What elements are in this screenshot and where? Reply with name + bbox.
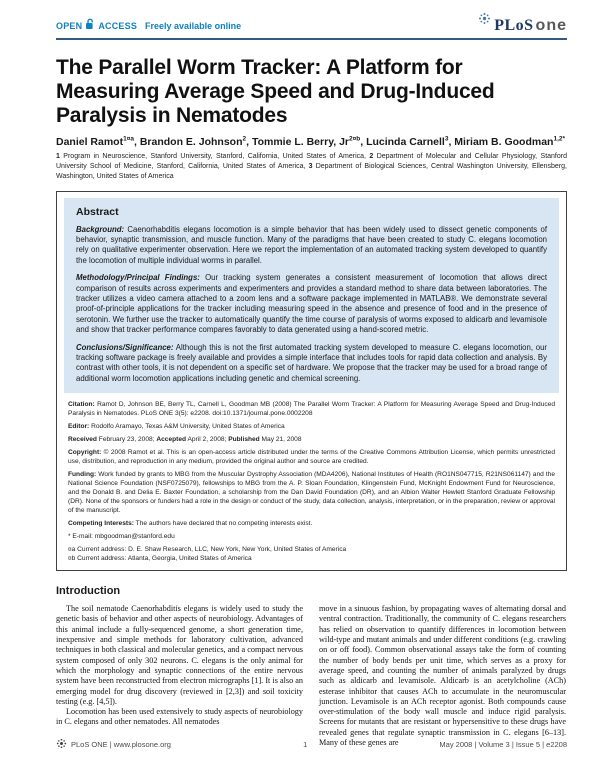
abstract-heading: Abstract — [76, 205, 119, 218]
footer-journal — [56, 738, 171, 751]
open-access-access-label: ACCESS — [98, 21, 138, 31]
affiliation-number: 1 — [56, 152, 60, 160]
page-footer — [56, 738, 567, 751]
page-header — [56, 16, 567, 40]
dates-row: Received February 23, 2008; Accepted April 2, 2008; Published May 21, 2008 — [68, 436, 302, 444]
introduction-heading: Introduction — [56, 585, 121, 598]
abstract-section-label: Background: — [76, 224, 125, 234]
citation-row: Citation: Ramot D, Johnson BE, Berry TL, Carnell L, Goodman MB (2008) The Parallel Worm Tracker: A Platform for Measuring Average Speed and Drug-Induced Paralysis in Nematodes. PLoS ONE 3(5): e2208. doi:10.1371/journal.pone.0002208 — [68, 401, 555, 418]
funding-row: Funding: Work funded by grants to MBG from the Muscular Dystrophy Association (MDA4206), National Institutes of Health (RO1NS047715, R21NS061147) and the National Science Foundation (NSF0725079), fellowships to MBG from the A. P. Sloan Foundation, Klingenstein Fund, McKnight Endowment Fund for Neuroscience, and the Donald B. and Delia E. Baxter Foundation, a scholarship from the Dan David Foundation (DR), and an Albion Walter Hewlett Stanford Graduate Fellowship (DR). None of the sponsors or funders had a role in the design or conduct of the study, data collection, analysis, interpretation, or in the preparation, review or approval of the manuscript. — [68, 471, 555, 515]
two-column-body — [56, 604, 567, 748]
open-access-badge — [56, 17, 241, 35]
affiliation-number: 3 — [308, 162, 313, 170]
author-affiliation-sup: 2¤b — [349, 135, 361, 142]
author-affiliation-sup: 2 — [242, 135, 247, 142]
footer-journal-text: PLoS ONE | www.plosone.org — [71, 740, 171, 749]
plos-logo-icon — [478, 12, 491, 30]
abstract-section-label: Conclusions/Significance: — [76, 342, 174, 352]
article-metadata — [64, 393, 559, 563]
author-list — [56, 135, 567, 148]
left-column — [56, 604, 303, 748]
plos-footer-icon — [56, 738, 67, 751]
author: Brandon E. Johnson$^2$, — [139, 135, 252, 148]
editor-row: Editor: Rodolfo Aramayo, Texas A&M University, United States of America — [68, 423, 285, 431]
plos-one-text: one — [535, 17, 567, 34]
page-number: 1 — [303, 740, 308, 749]
current-address-a-row: ¤a Current address: D. E. Shaw Research, LLC, New York, New York, United States of America — [68, 546, 347, 554]
email-row: * E-mail: mbgoodman@stanford.edu — [68, 533, 175, 541]
affiliation-text: Department of Biological Sciences, Central Washington University, Ellensberg, Washington, United States of America — [56, 162, 567, 180]
author: Daniel Ramot$^{1¤a}$, — [56, 135, 140, 148]
author: Lucinda Carnell$^3$, — [366, 135, 455, 148]
affiliations — [56, 152, 567, 182]
open-lock-icon — [85, 17, 95, 35]
abstract-section — [64, 198, 559, 394]
abstract-conclusions: Conclusions/Significance: Although this is not the first automated tracking system developed to measure C. elegans locomotion, our tracking software package is freely available and provides a simple interface that includes tools for rapid data collection and analysis. By contrast with other tools, it is not dependent on a specific set of hardware. We propose that the tracker may be used for a broad range of additional worm locomotion applications including genetic and chemical screening. — [76, 342, 547, 383]
abstract-box — [56, 191, 567, 572]
plos-logo-text: PLoS — [494, 17, 534, 34]
abstract-background: Background: Caenorhabditis elegans locomotion is a simple behavior that has been widely used to dissect genetic components of behavior, synaptic transmission, and muscle function. Many of the paradigms that have been created to study C. elegans locomotion rely on qualitative experimenter observation. Here we report the implementation of an automated tracking system developed to quantify the locomotion of multiple individual worms in parallel. — [76, 224, 547, 265]
author: Tommie L. Berry, $Jr^{2¤b}$, — [251, 135, 367, 148]
copyright-row: Copyright: © 2008 Ramot et al. This is an open-access article distributed under the terms of the Creative Commons Attribution License, which permits unrestricted use, distribution, and reproduction in any medium, provided the original author and source are credited. — [68, 449, 555, 466]
body-paragraph: The soil nematode Caenorhabditis elegans is widely used to study the genetic basis of behavior and other aspects of neurobiology. Advantages of this animal include a fully-sequenced genome, a short generation time, inexpensive and simple methods for laboratory cultivation, advanced techniques in both classical and molecular genetics, and a compact nervous system composed of only 302 neurons. C. elegans is the only animal for which the morphology and synaptic connections of the entire nervous system have been reconstructed from electron micrographs [1]. It is also an emerging model for drug discovery (reviewed in [2,3]) and soil toxicity testing (e.g. [4,5]). — [56, 604, 303, 706]
affiliation-number: 2 — [369, 152, 374, 160]
article-title: The Parallel Worm Tracker: A Platform for Measuring Average Speed and Drug-Induced Paralysis in Nematodes — [56, 56, 495, 127]
body-paragraph: move in a sinuous fashion, by propagating waves of alternating dorsal and ventral contraction. Traditionally, the community of C. elegans researchers has relied on observation to quantify differences in locomotion between wild-type and mutant animals and under different conditions (e.g. crawling on or off food). Common observational assays take the form of counting the number of body bends per unit time, which serves as a proxy for average speed, and counting the number of animals paralyzed by drugs such as aldicarb and levamisole. Aldicarb is an acetylcholine (ACh) esterase inhibitor that causes ACh to accumulate in the neuromuscular junction. Levamisole is an ACh receptor agonist. Both compounds cause over-stimulation of the body wall muscle and induce rigid paralysis. Screens for mutants that are resistant or hypersensitive to these drugs have revealed genes that regulate synaptic transmission in C. elegans [6–13]. Many of these genes are — [319, 604, 566, 748]
footer-issue-info: May 2008 | Volume 3 | Issue 5 | e2208 — [439, 740, 567, 749]
competing-interests-row: Competing Interests: The authors have declared that no competing interests exist. — [68, 520, 313, 528]
affiliation-text: Program in Neuroscience, Stanford University, Stanford, California, United States of America, — [59, 152, 370, 160]
open-access-open-label: OPEN — [56, 21, 83, 31]
affiliation-text: Department of Molecular and Cellular Physiology, Stanford University School of Medicine, Stanford, California, United States of America, — [56, 152, 567, 170]
author-affiliation-sup: 3 — [444, 135, 449, 142]
plos-one-logo — [478, 17, 567, 35]
introduction-section — [56, 585, 567, 748]
freely-available-label: Freely available online — [145, 21, 242, 31]
author-affiliation-sup: 1,2* — [553, 135, 566, 142]
author: Miriam B. Goodman$^{1,2*}$ — [454, 135, 566, 148]
body-paragraph: Locomotion has been used extensively to study aspects of neurobiology in C. elegans and other nematodes. All nematodes — [56, 707, 303, 727]
right-column — [319, 604, 566, 748]
abstract-methodology: Methodology/Principal Findings: Our tracking system generates a consistent measurement of locomotion that allows direct comparison of results across experiments and experimenters and provides a standard method to share data between laboratories. The tracker utilizes a video camera attached to a zoom lens and a software package implemented in MATLAB®. We demonstrate several proof-of-principle applications for the tracker including measuring speed in the absence and presence of food and in the presence of serotonin. We further use the tracker to automatically quantify the time course of paralysis of worms exposed to aldicarb and levamisole and show that tracker performance compares favorably to data generated using a hand-scored metric. — [76, 273, 547, 335]
current-address-b-row: ¤b Current address: Atlanta, Georgia, United States of America — [68, 555, 252, 563]
abstract-section-label: Methodology/Principal Findings: — [76, 273, 200, 283]
author-affiliation-sup: 1¤a — [123, 135, 134, 142]
